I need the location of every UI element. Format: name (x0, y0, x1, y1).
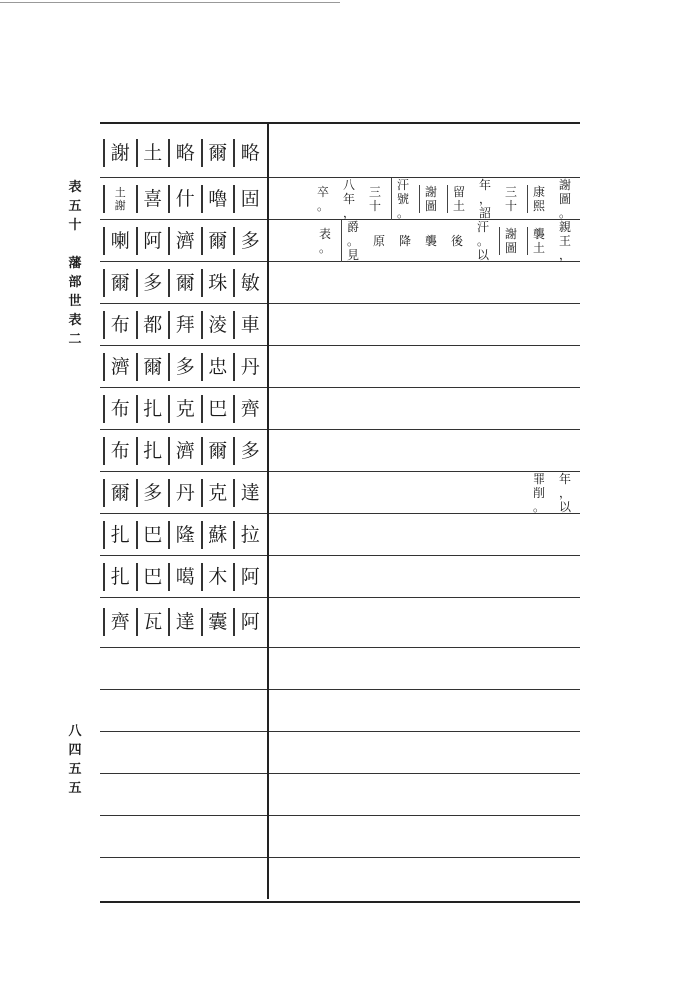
note-text: 襲 (424, 233, 437, 248)
note-cell (269, 472, 580, 513)
name-char: 濟 (103, 353, 136, 381)
name-char: 丹 (168, 479, 201, 507)
table-top-rule (100, 122, 580, 124)
margin-char: 表 (68, 180, 82, 195)
name-cell (100, 262, 267, 303)
name-cell (100, 220, 267, 261)
note-text: 三 十 (504, 184, 517, 213)
margin-header (66, 178, 84, 349)
genealogy-table (100, 122, 580, 905)
name-char: 拉 (233, 521, 266, 549)
name-char: 濟 (168, 227, 201, 255)
name-cell (100, 472, 267, 513)
name-char: 阿 (233, 563, 266, 591)
row-rule (269, 773, 580, 774)
name-cell (100, 132, 267, 173)
margin-char: 十 (68, 218, 82, 233)
page-number-char: 五 (68, 762, 82, 777)
name-cell (100, 304, 267, 345)
margin-char: 藩 (68, 256, 82, 271)
name-char: 囊 (201, 608, 234, 636)
note-text: 汗 。 以 (476, 219, 489, 262)
note-text: 謝 圖 (419, 185, 441, 213)
page-number-char: 四 (68, 743, 82, 758)
name-char: 阿 (136, 227, 169, 255)
name-char: 阿 (233, 608, 266, 636)
note-text: 年 ， 詔 (478, 177, 491, 220)
name-char: 扎 (136, 395, 169, 423)
row-rule (269, 261, 580, 262)
name-cell (100, 601, 267, 642)
name-char: 達 (233, 479, 266, 507)
name-char: 齊 (103, 608, 136, 636)
name-char: 喇 (103, 227, 136, 255)
name-char: 謝 (103, 139, 136, 167)
row-rule (269, 597, 580, 598)
name-char: 爾 (136, 353, 169, 381)
page-number-char: 八 (68, 724, 82, 739)
margin-char: 部 (68, 275, 82, 290)
name-char: 多 (168, 353, 201, 381)
name-char: 隆 (168, 521, 201, 549)
name-char: 蘇 (201, 521, 234, 549)
note-text: 八 年 ， (342, 177, 355, 220)
name-char: 都 (136, 311, 169, 339)
name-char: 多 (136, 479, 169, 507)
name-char: 多 (233, 437, 266, 465)
name-char: 爾 (103, 269, 136, 297)
note-text: 年 ， 以 (558, 471, 571, 514)
name-char: 嚕 (201, 185, 234, 213)
name-char: 巴 (136, 521, 169, 549)
name-char: 達 (168, 608, 201, 636)
row-rule (269, 429, 580, 430)
name-cell (100, 556, 267, 597)
name-char: 略 (233, 139, 266, 167)
name-char: 敏 (233, 269, 266, 297)
name-char: 濟 (168, 437, 201, 465)
name-char: 土 謝 (103, 185, 136, 213)
row-rule (269, 731, 580, 732)
name-char: 齊 (233, 395, 266, 423)
name-char: 爾 (103, 479, 136, 507)
name-char: 木 (201, 563, 234, 591)
name-char: 扎 (136, 437, 169, 465)
name-char: 爾 (168, 269, 201, 297)
row-rule (269, 303, 580, 304)
name-char: 布 (103, 395, 136, 423)
name-char: 爾 (201, 139, 234, 167)
row-rule (100, 815, 267, 816)
name-char: 噶 (168, 563, 201, 591)
margin-char: 世 (68, 294, 82, 309)
note-text: 降 (398, 233, 411, 248)
note-cell (269, 220, 580, 261)
row-rule (269, 345, 580, 346)
name-char: 拜 (168, 311, 201, 339)
row-rule (100, 773, 267, 774)
table-bottom-rule (100, 901, 580, 903)
name-char: 爾 (201, 437, 234, 465)
name-char: 布 (103, 437, 136, 465)
row-rule (269, 387, 580, 388)
name-char: 多 (136, 269, 169, 297)
name-char: 克 (201, 479, 234, 507)
page-number (66, 722, 84, 798)
name-cell (100, 346, 267, 387)
name-char: 爾 (201, 227, 234, 255)
note-text: 留 土 (447, 185, 469, 213)
name-char: 巴 (201, 395, 234, 423)
row-rule (100, 857, 267, 858)
name-cell (100, 514, 267, 555)
name-cell (100, 430, 267, 471)
name-char: 忠 (201, 353, 234, 381)
note-text: 罪 削 。 (532, 471, 545, 514)
name-char: 扎 (103, 563, 136, 591)
name-cell (100, 388, 267, 429)
row-rule (269, 689, 580, 690)
name-char: 土 (136, 139, 169, 167)
note-text: 謝 圖 (499, 227, 521, 255)
name-char: 多 (233, 227, 266, 255)
name-cell (100, 178, 267, 219)
name-char: 克 (168, 395, 201, 423)
name-char: 固 (233, 185, 266, 213)
note-text: 襲 土 (527, 227, 549, 255)
note-text: 三 十 (368, 184, 381, 213)
margin-char: 表 (68, 313, 82, 328)
name-char: 巴 (136, 563, 169, 591)
row-rule (269, 647, 580, 648)
name-char: 扎 (103, 521, 136, 549)
name-char: 丹 (233, 353, 266, 381)
row-rule (269, 815, 580, 816)
row-rule (269, 555, 580, 556)
note-text: 卒 。 (316, 184, 329, 213)
row-rule (100, 731, 267, 732)
name-char: 什 (168, 185, 201, 213)
margin-char: 二 (68, 332, 82, 347)
row-rule (269, 857, 580, 858)
name-char: 布 (103, 311, 136, 339)
note-text: 後 (450, 233, 463, 248)
note-text: 謝 圖 。 (558, 177, 571, 220)
name-char: 喜 (136, 185, 169, 213)
name-char: 淩 (201, 311, 234, 339)
note-text: 表 。 (318, 226, 331, 255)
note-text: 汗 號 。 (391, 178, 413, 220)
name-char: 瓦 (136, 608, 169, 636)
top-rule (0, 2, 340, 3)
name-char: 珠 (201, 269, 234, 297)
row-rule (100, 647, 267, 648)
note-text: 原 (372, 233, 385, 248)
note-text: 親 王 ， (558, 219, 571, 262)
margin-char: 五 (68, 199, 82, 214)
note-cell (269, 178, 580, 219)
name-char: 車 (233, 311, 266, 339)
note-text: 康 熙 (527, 185, 549, 213)
page-number-char: 五 (68, 781, 82, 796)
row-rule (100, 689, 267, 690)
note-text: 爵 。 見 (341, 220, 363, 262)
name-char: 略 (168, 139, 201, 167)
row-rule (100, 597, 267, 598)
